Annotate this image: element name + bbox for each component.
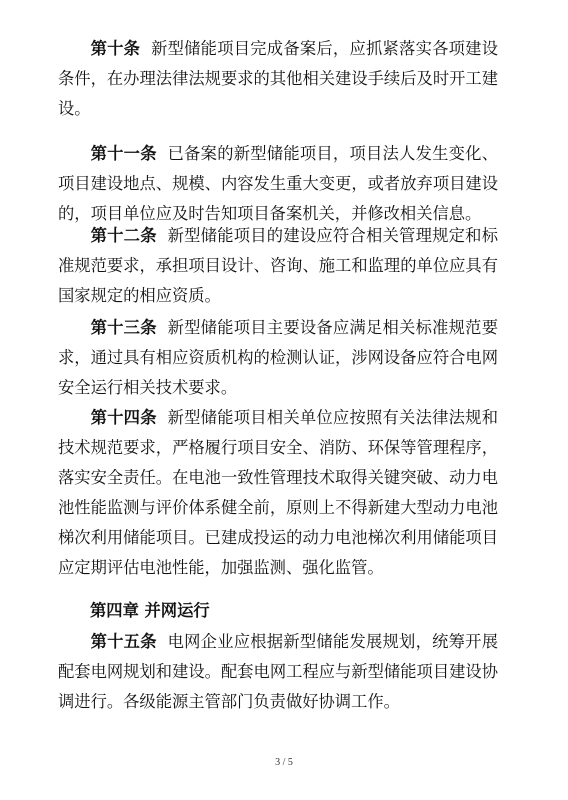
article-14-label: 第十四条 bbox=[90, 408, 157, 427]
article-14-text: 新型储能项目相关单位应按照有关法律法规和技术规范要求，严格履行项目安全、消防、环保等管理程序，落实安全责任。在电池一致性管理技术取得关键突破、动力电池性能监测与评价体系健全前，原则上不得新建大型动力电池梯次利用储能项目。已建成投运的动力电池梯次利用储能项目应定期评估电池性能，加强监测、强化监管。 bbox=[58, 408, 498, 577]
article-10-label: 第十条 bbox=[90, 39, 141, 58]
article-12-text: 新型储能项目的建设应符合相关管理规定和标准规范要求，承担项目设计、咨询、施工和监理的单位应具有国家规定的相应资质。 bbox=[58, 226, 498, 305]
article-12 bbox=[58, 221, 498, 311]
page-number: 3 / 5 bbox=[275, 757, 293, 768]
article-13-label: 第十三条 bbox=[90, 318, 157, 337]
article-13-text: 新型储能项目主要设备应满足相关标准规范要求，通过具有相应资质机构的检测认证，涉网设备应符合电网安全运行相关技术要求。 bbox=[58, 318, 498, 397]
article-15 bbox=[58, 627, 498, 717]
article-15-label: 第十五条 bbox=[90, 632, 157, 651]
article-11 bbox=[58, 139, 498, 229]
article-13 bbox=[58, 313, 498, 403]
article-12-label: 第十二条 bbox=[90, 226, 157, 245]
article-11-text: 已备案的新型储能项目，项目法人发生变化、项目建设地点、规模、内容发生重大变更，或者放弃项目建设的，项目单位应及时告知项目备案机关，并修改相关信息。 bbox=[58, 144, 498, 223]
article-10 bbox=[58, 34, 498, 124]
article-10-text: 新型储能项目完成备案后，应抓紧落实各项建设条件，在办理法律法规要求的其他相关建设手续后及时开工建设。 bbox=[58, 39, 498, 118]
article-11-label: 第十一条 bbox=[90, 144, 157, 163]
article-14 bbox=[58, 403, 498, 583]
chapter-heading: 第四章 并网运行 bbox=[90, 601, 210, 620]
article-15-text: 电网企业应根据新型储能发展规划，统筹开展配套电网规划和建设。配套电网工程应与新型储能项目建设协调进行。各级能源主管部门负责做好协调工作。 bbox=[58, 632, 498, 711]
